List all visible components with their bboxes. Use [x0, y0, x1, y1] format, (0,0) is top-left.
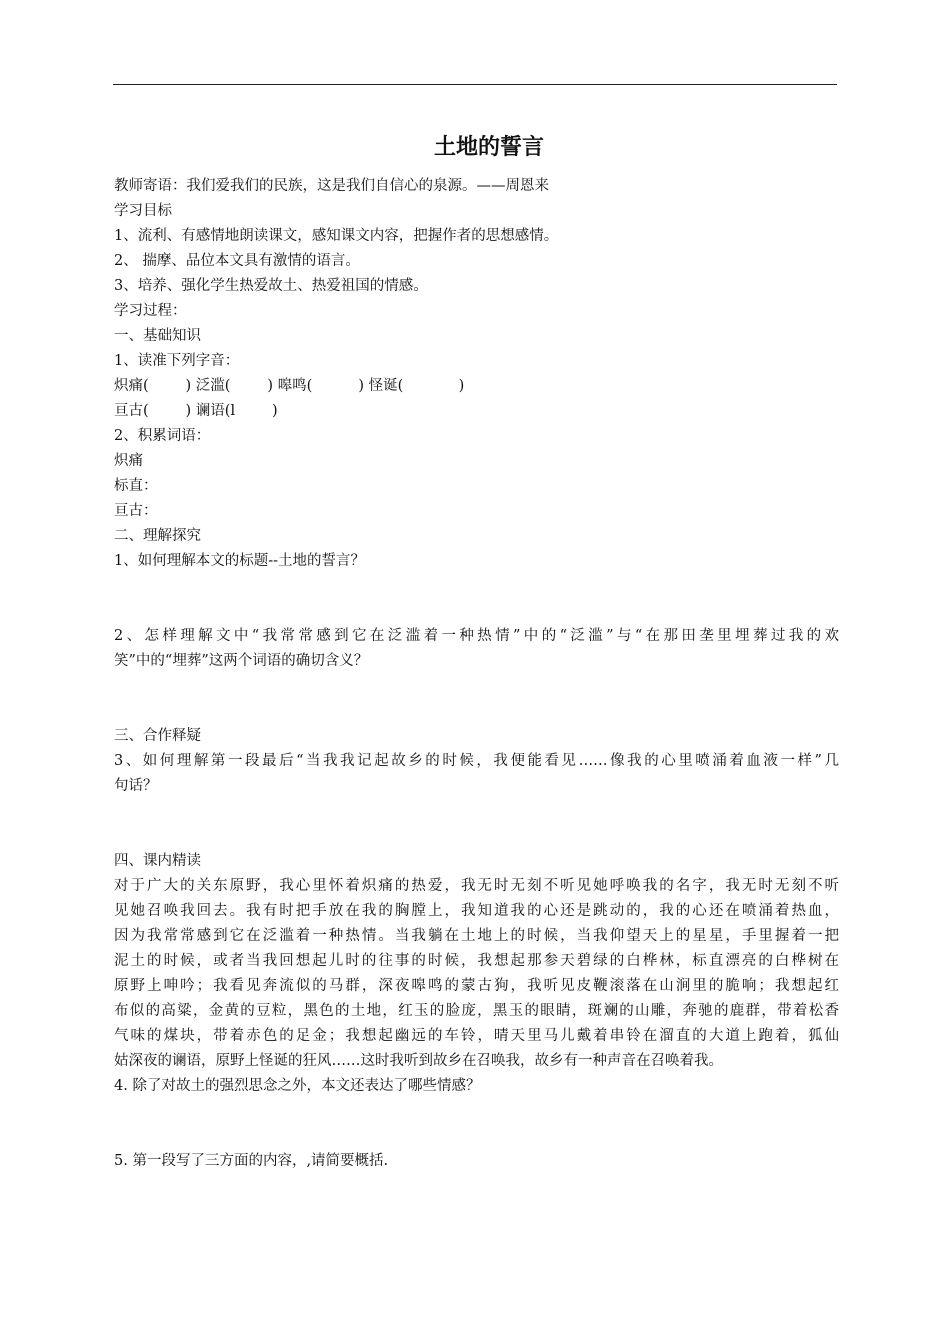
vocab-item: 标直： [114, 478, 158, 494]
vocab-item: 炽痛 [114, 453, 143, 469]
passage-line: 对于广大的关东原野，我心里怀着炽痛的热爱，我无时无刻不听见她呼唤我的名字，我无时无刻不听 [114, 878, 839, 894]
goal-item: 3、培养、强化学生热爱故土、热爱祖国的情感。 [114, 278, 428, 294]
section1-heading: 一、基础知识 [114, 328, 201, 344]
question-2 [114, 624, 839, 674]
pronunciation-row [114, 399, 839, 424]
pronunciation-item: 嗥鸣( ) [277, 378, 364, 394]
epigraph: 教师寄语：我们爱我们的民族，这是我们自信心的泉源。——周恩来 [114, 178, 549, 194]
question-4: 4. 除了对故土的强烈思念之外，本文还表达了哪些情感？ [114, 1078, 481, 1094]
section4-heading: 四、课内精读 [114, 853, 201, 869]
reading-passage [114, 874, 839, 1074]
pronunciation-item: 炽痛( ) [114, 378, 192, 394]
answer-space [114, 1099, 839, 1149]
question-2-line: 笑”中的“埋葬”这两个词语的确切含义？ [114, 653, 369, 669]
goal-item: 2、 揣摩、品位本文具有激情的语言。 [114, 253, 360, 269]
question-3 [114, 749, 839, 799]
header-rule [113, 84, 837, 85]
goals-heading: 学习目标 [114, 203, 172, 219]
page-title: 土地的誓言 [433, 135, 544, 160]
passage-line: 泥土的时候，或者当我回想起儿时的往事的时候，我想起那参天碧绿的白桦林，标直漂亮的白桦树在 [114, 953, 839, 969]
passage-line: 姑深夜的谰语，原野上怪诞的狂风……这时我听到故乡在召唤我，故乡有一种声音在召唤着我。 [114, 1053, 723, 1069]
pronunciation-item: 亘古( ) [114, 403, 192, 419]
vocab-prompt: 2、积累词语： [114, 428, 211, 444]
answer-space [114, 799, 839, 849]
question-3-line: 句话？ [114, 778, 158, 794]
passage-line: 原野上呻吟；我看见奔流似的马群，深夜嗥鸣的蒙古狗，我听见皮鞭滚落在山涧里的脆响；我想起红 [114, 978, 839, 994]
pronunciation-row [114, 374, 839, 399]
passage-line: 因为我常常感到它在泛滥着一种热情。当我躺在土地上的时候，当我仰望天上的星星，手里握着一把 [114, 928, 839, 944]
vocab-item: 亘古： [114, 503, 158, 519]
document-body [114, 174, 839, 1174]
goal-item: 1、流利、有感情地朗读课文，感知课文内容，把握作者的思想感情。 [114, 228, 559, 244]
section3-heading: 三、合作释疑 [114, 728, 201, 744]
question-3-line: 3、如何理解第一段最后“当我我记起故乡的时候，我便能看见……像我的心里喷涌着血液一样”几 [114, 753, 839, 769]
passage-line: 气味的煤块，带着赤色的足金；我想起幽远的车铃，晴天里马儿戴着串铃在溜直的大道上跑着，狐仙 [114, 1028, 839, 1044]
question-2-line: 2、怎样理解文中“我常常感到它在泛滥着一种热情”中的“泛滥”与“在那田垄里埋葬过我的欢 [114, 628, 839, 644]
question-1: 1、如何理解本文的标题--土地的誓言？ [114, 553, 366, 569]
section2-heading: 二、理解探究 [114, 528, 201, 544]
pronunciation-item: 泛滥( ) [195, 378, 273, 394]
answer-space [114, 674, 839, 724]
process-heading: 学习过程： [114, 303, 187, 319]
pronunciation-item: 怪诞( ) [368, 378, 465, 394]
answer-space [114, 574, 839, 624]
question-5: 5. 第一段写了三方面的内容，,请简要概括. [114, 1153, 389, 1169]
passage-line: 见她召唤我回去。我有时把手放在我的胸膛上，我知道我的心还是跳动的，我的心还在喷涌着热血， [114, 903, 839, 919]
passage-line: 布似的高粱，金黄的豆粒，黑色的土地，红玉的脸庞，黑玉的眼睛，斑斓的山雕，奔驰的鹿群，带着松香 [114, 1003, 839, 1019]
pronunciation-item: 谰语(l ) [195, 403, 278, 419]
pronunciation-prompt: 1、读准下列字音： [114, 353, 240, 369]
